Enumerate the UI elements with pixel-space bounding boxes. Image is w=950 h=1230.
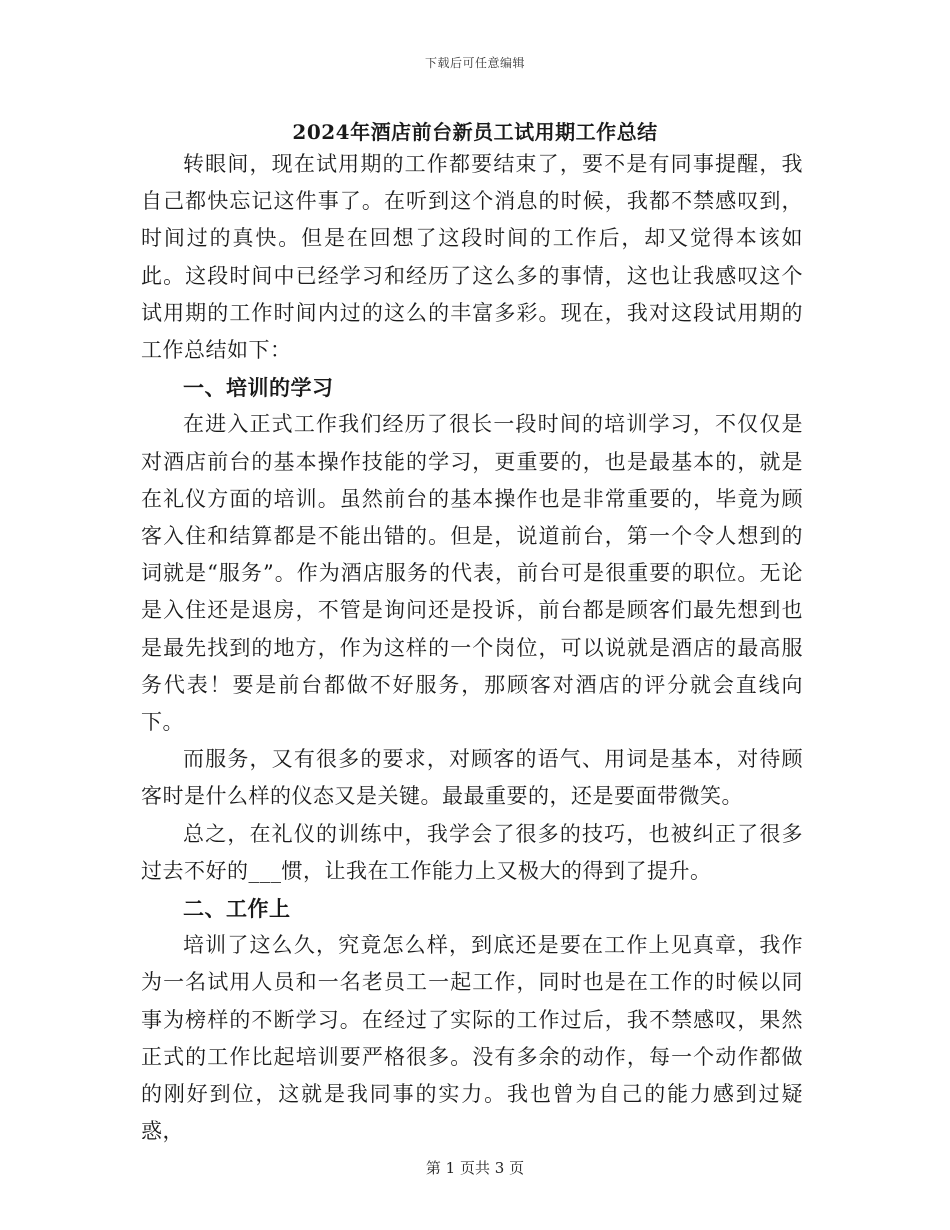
page-footer: 第 1 页共 3 页	[425, 1159, 525, 1177]
paragraph-summary: 总之，在礼仪的训练中，我学会了很多的技巧，也被纠正了很多过去不好的___惯，让我在工作能力上又极大的得到了提升。	[141, 821, 803, 883]
paragraph-training: 在进入正式工作我们经历了很长一段时间的培训学习，不仅仅是对酒店前台的基本操作技能的学习，更重要的，也是最基本的，就是在礼仪方面的培训。虽然前台的基本操作也是非常重要的，毕竟为顾客入住和结算都是不能出错的。但是，说道前台，第一个令人想到的词就是“服务”。作为酒店服务的代表，前台可是很重要的职位。无论是入住还是退房，不管是询问还是投诉，前台都是顾客们最先想到也是最先找到的地方，作为这样的一个岗位，可以说就是酒店的最高服务代表！要是前台都做不好服务，那顾客对酒店的评分就会直线向下。	[141, 412, 803, 735]
section-heading-work: 二、工作上	[183, 896, 291, 922]
paragraph-service: 而服务，又有很多的要求，对顾客的语气、用词是基本，对待顾客时是什么样的仪态又是关键。最最重要的，还是要面带微笑。	[141, 747, 803, 809]
paragraph-work: 培训了这么久，究竟怎么样，到底还是要在工作上见真章，我作为一名试用人员和一名老员工一起工作，同时也是在工作的时候以同事为榜样的不断学习。在经过了实际的工作过后，我不禁感叹，果然正式的工作比起培训要严格很多。没有多余的动作，每一个动作都做的刚好到位，这就是我同事的实力。我也曾为自己的能力感到过疑惑，	[141, 933, 803, 1144]
header-note: 下载后可任意编辑	[424, 56, 525, 70]
section-heading-training: 一、培训的学习	[183, 375, 334, 401]
document-title: 2024年酒店前台新员工试用期工作总结	[292, 120, 658, 144]
document-body	[141, 146, 803, 1150]
paragraph-intro: 转眼间，现在试用期的工作都要结束了，要不是有同事提醒，我自己都快忘记这件事了。在听到这个消息的时候，我都不禁感叹到，时间过的真快。但是在回想了这段时间的工作后，却又觉得本该如此。这段时间中已经学习和经历了这么多的事情，这也让我感叹这个试用期的工作时间内过的这么的丰富多彩。现在，我对这段试用期的工作总结如下：	[141, 152, 803, 363]
